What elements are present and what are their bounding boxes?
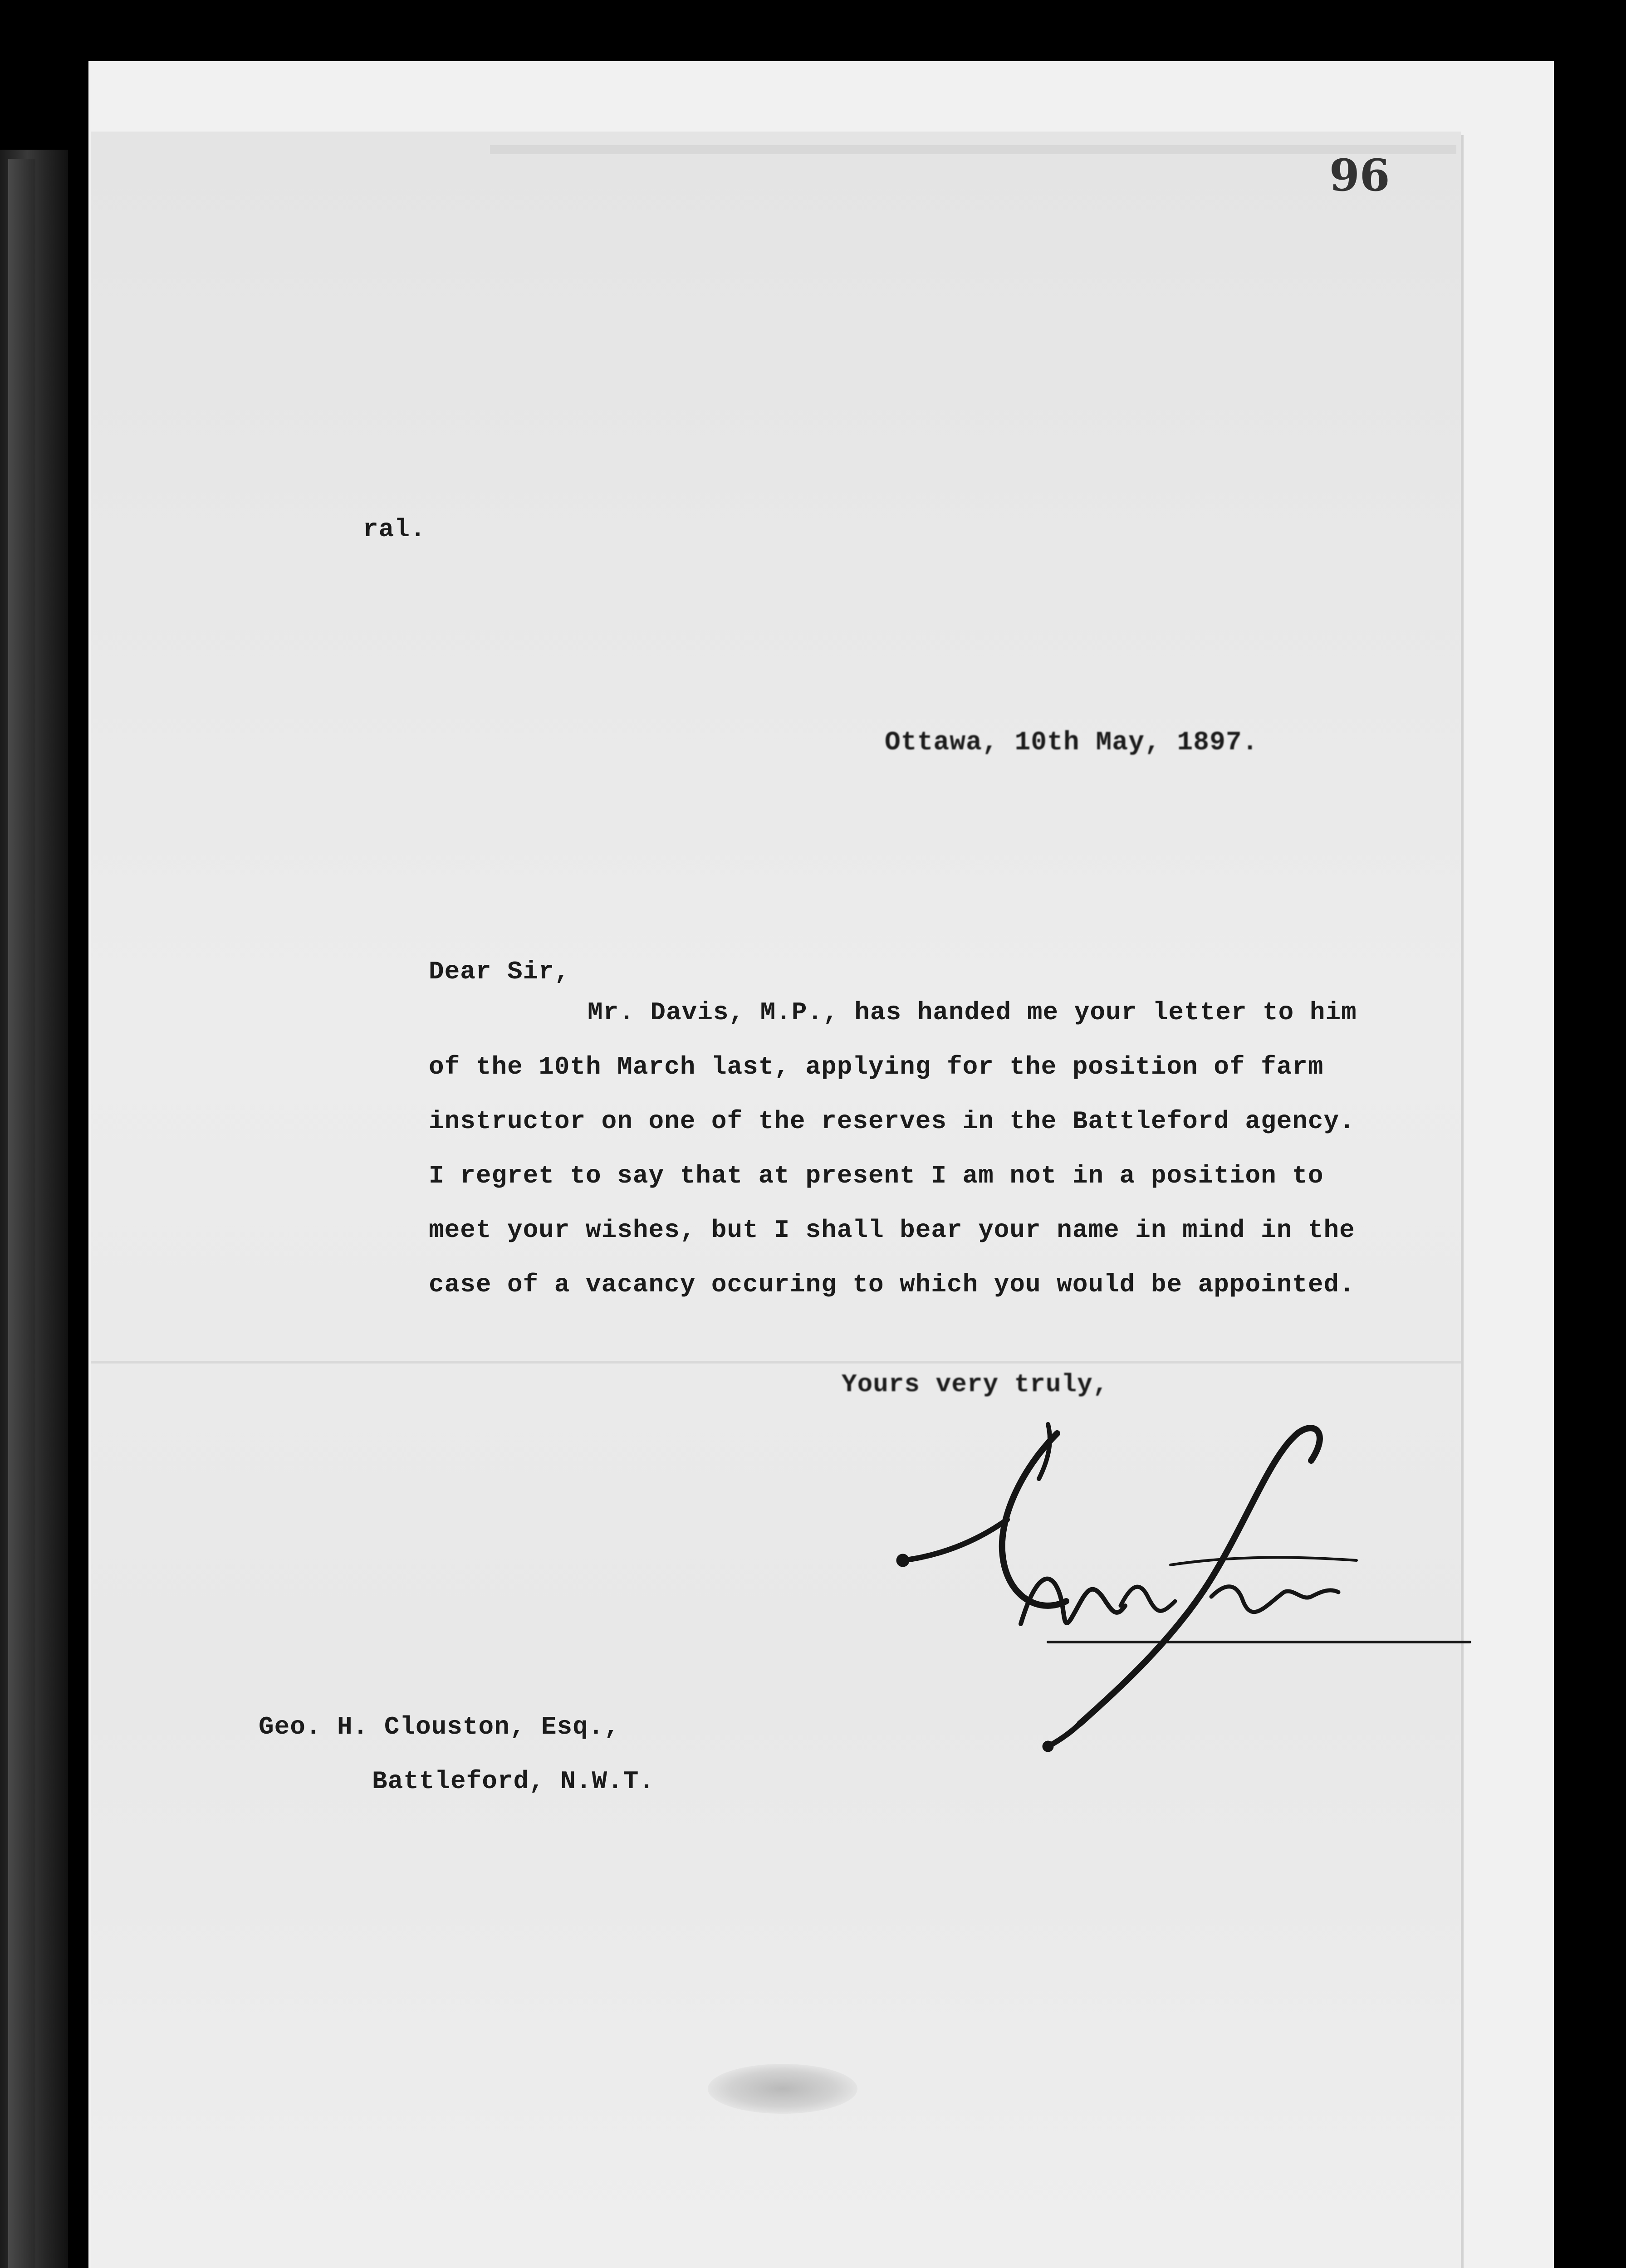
body-line: of the 10th March last, applying for the position of farm [429,1052,1324,1081]
recipient-name: Geo. H. Clouston, Esq., [259,1712,620,1741]
handwritten-signature [885,1406,1474,1769]
recipient-address: Battleford, N.W.T. [372,1767,655,1796]
sheet-top-edge [490,145,1456,154]
fold-line [91,1361,1461,1364]
place-date: Ottawa, 10th May, 1897. [885,728,1259,758]
ink-smudge [708,2064,857,2114]
body-line: I regret to say that at present I am not in a position to [429,1161,1324,1190]
binding-spine [8,159,35,2268]
page-number: 96 [1329,150,1390,201]
closing: Yours very truly, [842,1370,1109,1399]
header-fragment: ral. [363,515,426,544]
salutation: Dear Sir, [429,957,570,986]
body-line: case of a vacancy occuring to which you would be appointed. [429,1270,1355,1299]
body-line: instructor on one of the reserves in the Battleford agency. [429,1107,1355,1136]
body-line: Mr. Davis, M.P., has handed me your letter to him [588,998,1357,1027]
body-line: meet your wishes, but I shall bear your name in mind in the [429,1216,1355,1245]
letter-sheet [91,132,1461,2268]
